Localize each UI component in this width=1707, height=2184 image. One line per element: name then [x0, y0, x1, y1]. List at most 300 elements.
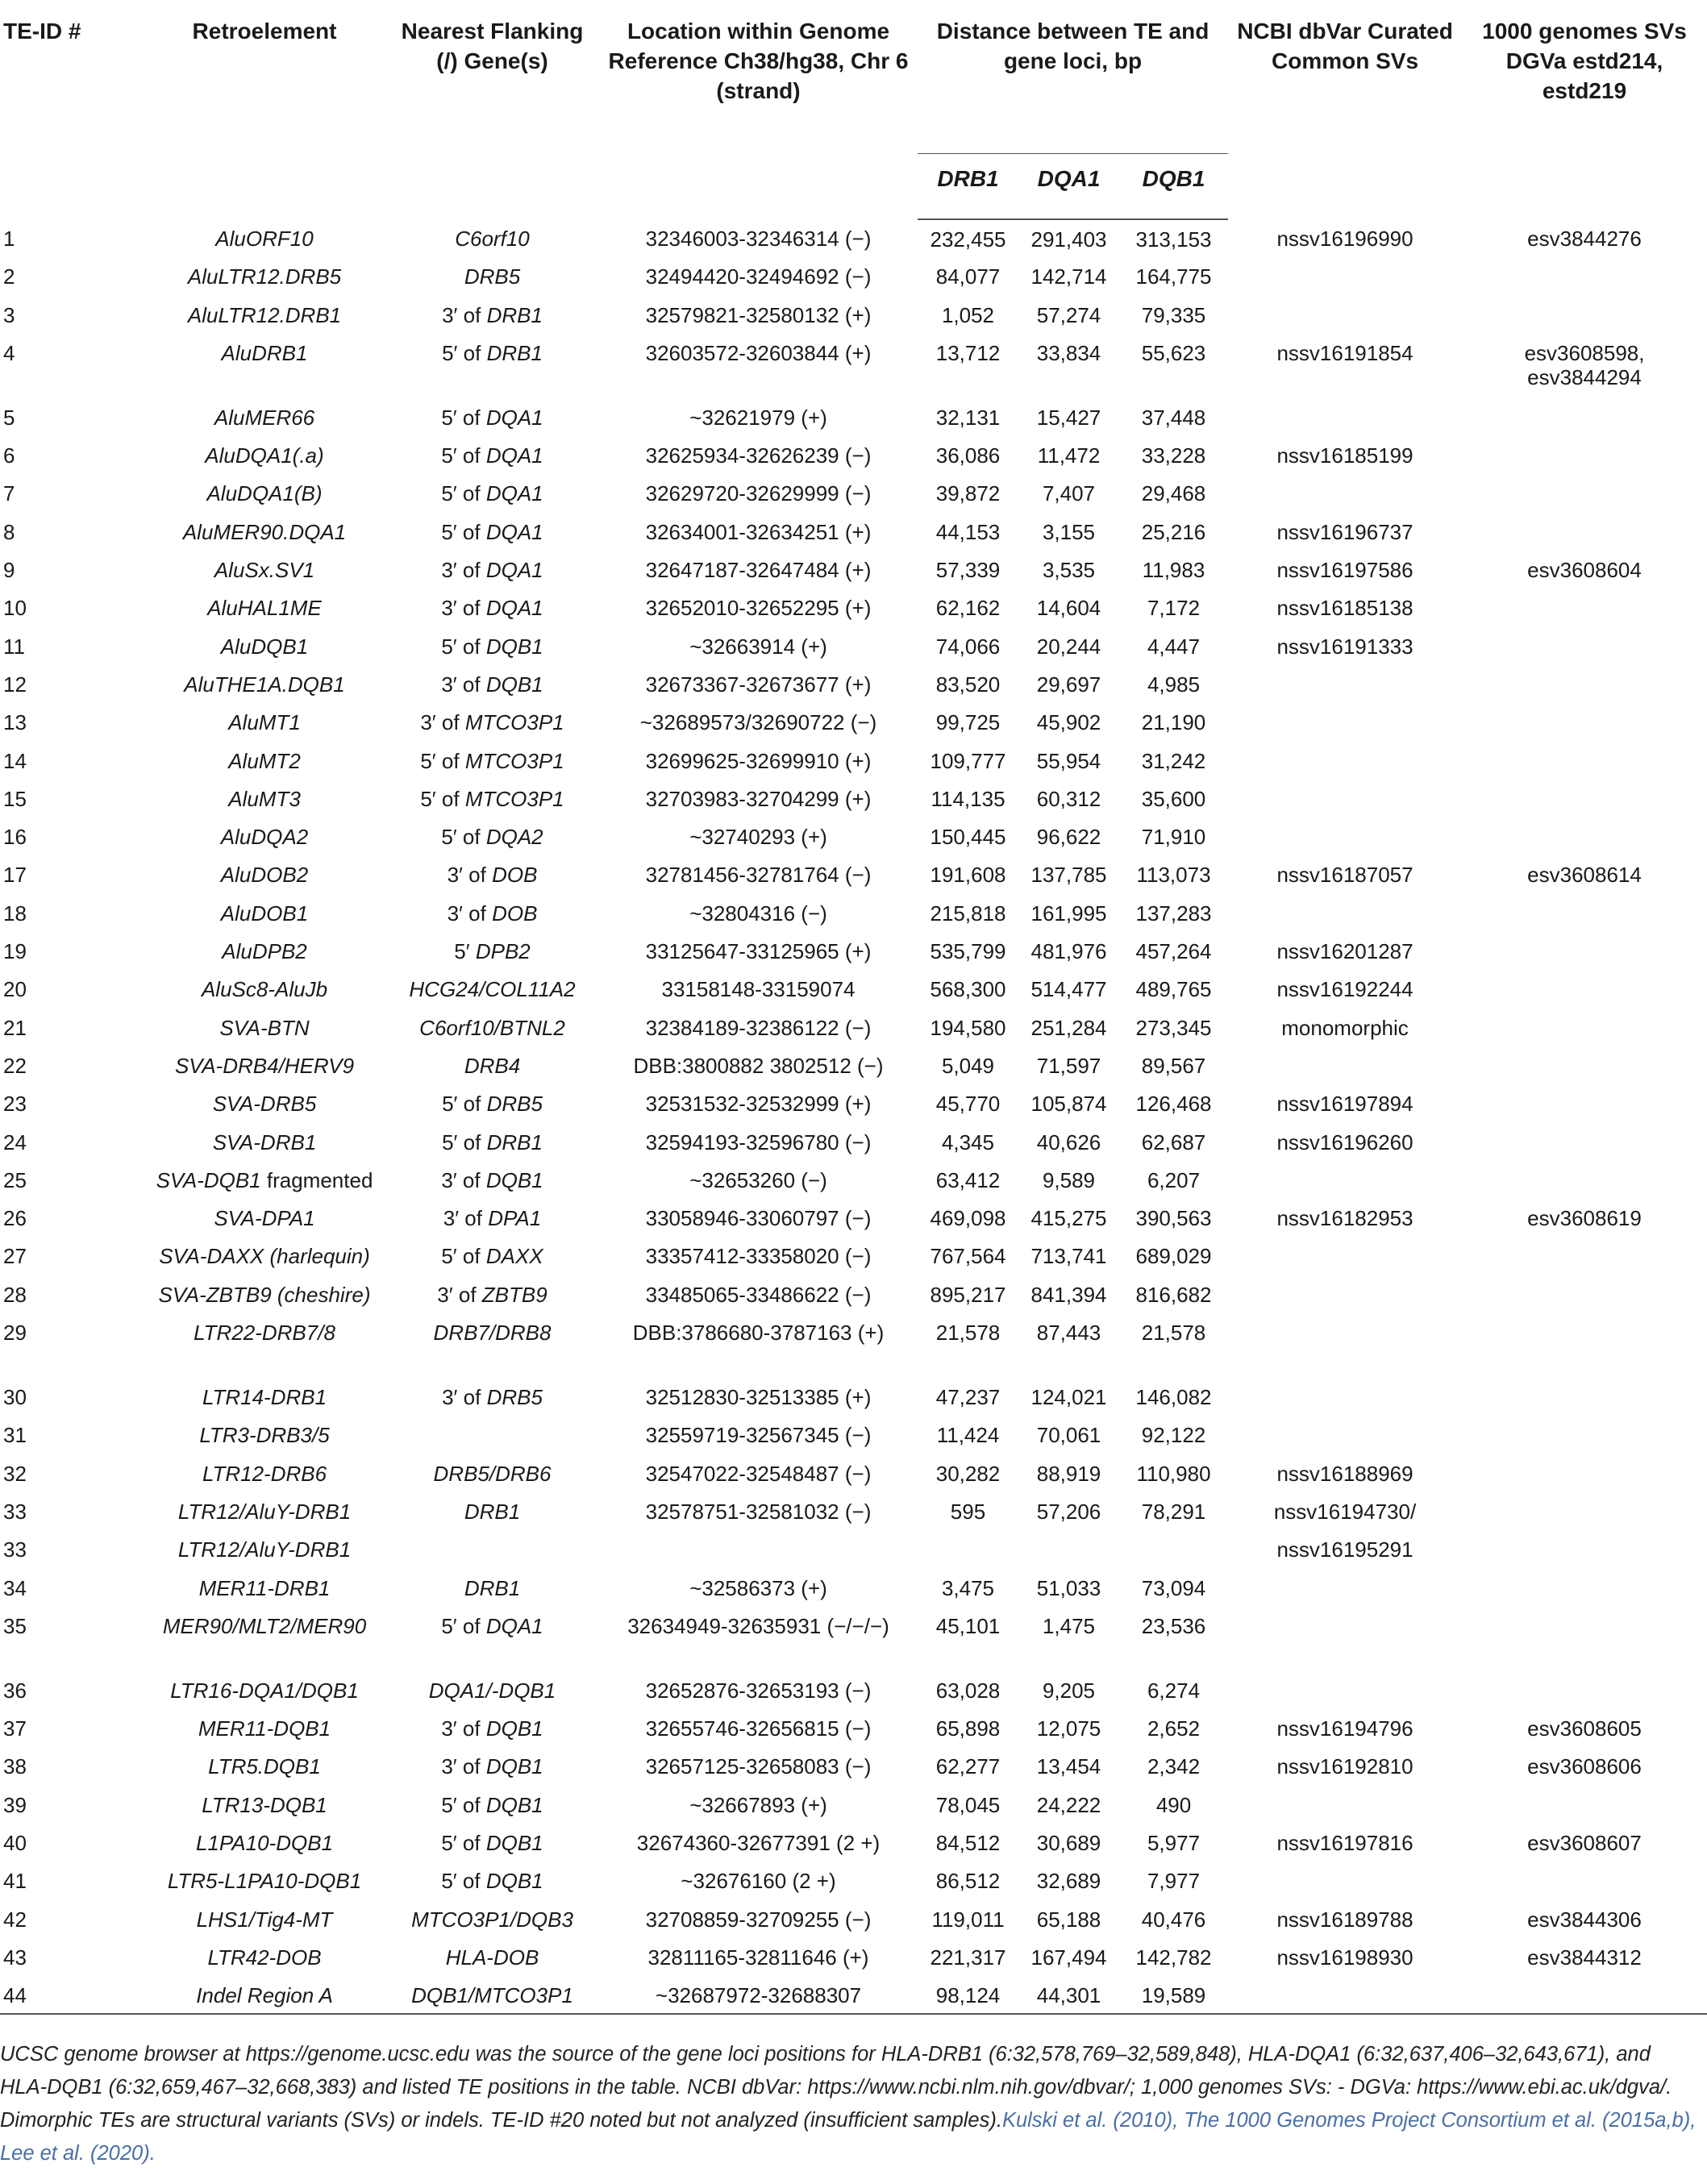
cell-1000-genomes [1462, 1900, 1707, 1938]
cell-distance-dqb1 [1119, 1900, 1228, 1938]
cell-flanking-gene [385, 1046, 599, 1084]
cell-distance-dqb1 [1119, 1607, 1228, 1671]
cell-retroelement-text: SVA-DPA1 [214, 1206, 315, 1231]
cell-1000-genomes [1462, 1607, 1707, 1671]
cell-location [599, 1454, 918, 1492]
cell-distance-dqb1 [1119, 970, 1228, 1008]
footnote-citations: Kulski et al. (2010), The 1000 Genomes Project Consortium et al. (2015a,b), Lee et al. (2020). [0, 2109, 1697, 2165]
cell-retroelement-text: AluLTR12.DRB5 [187, 264, 342, 289]
cell-dbvar [1228, 1454, 1462, 1492]
cell-distance-drb1 [918, 1976, 1018, 2014]
cell-te-id [0, 1569, 144, 1607]
header-row [0, 0, 1707, 154]
cell-1000-genomes [1462, 1046, 1707, 1084]
cell-distance-dqb1-text: 457,264 [1135, 939, 1212, 964]
cell-distance-drb1-text: 150,445 [930, 825, 1006, 850]
cell-te-id [0, 1607, 144, 1671]
cell-flanking-gene [385, 334, 599, 398]
cell-dbvar [1228, 1123, 1462, 1161]
cell-distance-dqa1 [1018, 219, 1119, 257]
cell-distance-dqb1-text: 2,652 [1147, 1716, 1201, 1741]
cell-flanking-gene [385, 436, 599, 474]
cell-distance-dqa1-text: 70,061 [1036, 1423, 1101, 1448]
cell-distance-drb1 [918, 1862, 1018, 1899]
cell-distance-dqa1-text: 9,205 [1042, 1678, 1096, 1703]
cell-distance-dqa1-text: 124,021 [1030, 1385, 1107, 1410]
cell-location-text: 33058946-33060797 (−) [645, 1206, 872, 1231]
cell-location-text: 32634001-32634251 (+) [645, 519, 872, 544]
cell-retroelement-text: AluDPB2 [222, 939, 307, 964]
cell-distance-drb1 [918, 474, 1018, 512]
cell-location-text: 32594193-32596780 (−) [645, 1129, 872, 1154]
cell-retroelement [144, 1454, 385, 1492]
cell-1000-genomes [1462, 932, 1707, 970]
cell-dbvar-text: nssv16196260 [1276, 1129, 1413, 1154]
cell-distance-dqa1 [1018, 1161, 1119, 1199]
cell-flanking-prefix: 3′ of [441, 1167, 481, 1192]
cell-retroelement [144, 334, 385, 398]
cell-retroelement-text: LTR22-DRB7/8 [194, 1321, 335, 1346]
cell-retroelement [144, 1671, 385, 1709]
cell-distance-dqb1 [1119, 1313, 1228, 1378]
cell-location-text: ~32621979 (+) [689, 405, 827, 430]
cell-location-text: ~32663914 (+) [689, 634, 827, 659]
cell-te-id-text: 12 [3, 672, 27, 697]
cell-1000-genomes [1462, 551, 1707, 589]
cell-flanking-gene-name: DQA1 [485, 481, 543, 506]
table-row [0, 474, 1707, 512]
cell-distance-drb1 [918, 398, 1018, 436]
table-row [0, 398, 1707, 436]
cell-retroelement-text: AluSc8-AluJb [201, 977, 328, 1002]
cell-distance-drb1 [918, 932, 1018, 970]
cell-distance-dqa1-text: 60,312 [1036, 786, 1101, 811]
cell-flanking-gene [385, 1199, 599, 1237]
cell-distance-dqb1-text: 21,190 [1141, 710, 1206, 735]
cell-te-id [0, 1416, 144, 1454]
cell-distance-dqb1 [1119, 589, 1228, 626]
cell-flanking-prefix: 5′ of [442, 340, 481, 365]
cell-te-id-text: 3 [3, 302, 15, 327]
cell-distance-dqa1-text: 291,403 [1030, 227, 1107, 252]
cell-distance-dqa1 [1018, 589, 1119, 626]
cell-dbvar [1228, 1709, 1462, 1747]
cell-dbvar [1228, 1747, 1462, 1785]
cell-1000-genomes [1462, 513, 1707, 551]
cell-distance-dqb1-text: 273,345 [1135, 1015, 1212, 1040]
cell-dbvar-text: nssv16192810 [1276, 1754, 1413, 1779]
cell-location-text: 32629720-32629999 (−) [645, 481, 872, 506]
cell-retroelement [144, 551, 385, 589]
cell-retroelement [144, 1607, 385, 1671]
cell-1000-genomes [1462, 1009, 1707, 1046]
cell-te-id [0, 742, 144, 780]
cell-distance-drb1-text: 65,898 [935, 1716, 1001, 1741]
cell-flanking-gene-name: MTCO3P1 [464, 748, 564, 773]
cell-flanking-prefix: 5′ of [441, 1830, 481, 1855]
cell-distance-drb1-text: 568,300 [930, 977, 1006, 1002]
cell-distance-drb1-text: 36,086 [935, 443, 1001, 468]
cell-distance-drb1 [918, 1161, 1018, 1199]
cell-distance-dqa1-text: 13,454 [1036, 1754, 1101, 1779]
cell-distance-dqa1-text: 713,741 [1030, 1244, 1107, 1269]
cell-distance-dqa1 [1018, 1084, 1119, 1122]
cell-flanking-gene-name: MTCO3P1 [464, 710, 564, 735]
cell-dbvar [1228, 1569, 1462, 1607]
cell-flanking-prefix: 5′ of [441, 634, 481, 659]
cell-distance-drb1 [918, 1237, 1018, 1275]
cell-te-id-text: 24 [3, 1129, 27, 1154]
cell-distance-dqb1 [1119, 513, 1228, 551]
cell-retroelement [144, 1862, 385, 1899]
cell-dbvar [1228, 1786, 1462, 1824]
cell-distance-dqb1-text: 55,623 [1141, 340, 1206, 365]
cell-dbvar-text: nssv16197894 [1276, 1092, 1413, 1117]
cell-location-text: 32657125-32658083 (−) [645, 1754, 872, 1779]
header-dqa1: DQA1 [1018, 154, 1119, 220]
cell-retroelement [144, 1938, 385, 1976]
cell-distance-dqa1-text: 87,443 [1036, 1321, 1101, 1346]
cell-1000-genomes [1462, 1492, 1707, 1530]
cell-retroelement-text: AluHAL1ME [207, 596, 322, 621]
cell-location [599, 436, 918, 474]
table-row [0, 1938, 1707, 1976]
cell-distance-dqa1 [1018, 1747, 1119, 1785]
cell-te-id-text: 1 [3, 227, 15, 251]
cell-distance-dqb1-text: 25,216 [1141, 519, 1206, 544]
cell-retroelement-text: AluDRB1 [221, 340, 308, 365]
cell-flanking-gene-name: ZBTB9 [481, 1282, 547, 1307]
cell-location-text: 32494420-32494692 (−) [645, 264, 872, 289]
table-row [0, 436, 1707, 474]
cell-location [599, 513, 918, 551]
cell-te-id [0, 1084, 144, 1122]
cell-distance-dqa1 [1018, 334, 1119, 398]
cell-1000-genomes [1462, 398, 1707, 436]
cell-dbvar [1228, 1084, 1462, 1122]
cell-dbvar-text: nssv16188969 [1276, 1461, 1413, 1486]
cell-retroelement [144, 1747, 385, 1785]
cell-te-id [0, 1275, 144, 1313]
cell-distance-dqa1-text: 33,834 [1036, 340, 1101, 365]
cell-te-id [0, 1009, 144, 1046]
cell-distance-dqa1 [1018, 742, 1119, 780]
cell-distance-drb1 [918, 1530, 1018, 1568]
cell-location-text: 32625934-32626239 (−) [645, 443, 872, 468]
header-drb1: DRB1 [918, 154, 1018, 220]
cell-te-id-text: 4 [3, 340, 15, 365]
table-row [0, 1378, 1707, 1416]
cell-distance-dqb1 [1119, 1009, 1228, 1046]
cell-distance-dqb1-text: 73,094 [1141, 1575, 1206, 1600]
cell-distance-dqa1-text: 3,155 [1042, 519, 1096, 544]
cell-retroelement [144, 817, 385, 855]
cell-flanking-gene [385, 1009, 599, 1046]
cell-1000-genomes [1462, 1378, 1707, 1416]
cell-dbvar-text: monomorphic [1281, 1015, 1409, 1040]
cell-dbvar [1228, 742, 1462, 780]
cell-te-id-text: 23 [3, 1092, 27, 1117]
cell-1000-genomes [1462, 1313, 1707, 1378]
table-row [0, 742, 1707, 780]
cell-distance-drb1 [918, 334, 1018, 398]
cell-distance-drb1-text: 109,777 [930, 748, 1006, 773]
cell-dbvar [1228, 665, 1462, 703]
cell-location-text: 32647187-32647484 (+) [645, 558, 872, 583]
cell-distance-dqa1 [1018, 970, 1119, 1008]
cell-distance-dqb1 [1119, 1084, 1228, 1122]
cell-flanking-gene-name: DQA1 [485, 443, 543, 468]
cell-flanking-prefix: 5′ of [441, 1244, 481, 1269]
cell-distance-dqa1 [1018, 780, 1119, 817]
table-row [0, 1199, 1707, 1237]
cell-flanking-gene [385, 1275, 599, 1313]
cell-dbvar [1228, 1862, 1462, 1899]
cell-distance-dqa1 [1018, 1607, 1119, 1671]
cell-distance-drb1 [918, 589, 1018, 626]
cell-flanking-prefix: 5′ [454, 939, 470, 964]
cell-retroelement [144, 513, 385, 551]
cell-distance-dqa1 [1018, 855, 1119, 893]
cell-flanking-prefix: 3′ of [441, 558, 481, 583]
cell-retroelement [144, 1530, 385, 1568]
cell-flanking-gene-name: DQB1/MTCO3P1 [411, 1983, 573, 2008]
cell-dbvar [1228, 334, 1462, 398]
cell-dbvar [1228, 1416, 1462, 1454]
cell-distance-dqb1 [1119, 1237, 1228, 1275]
cell-distance-dqa1-text: 137,785 [1030, 863, 1107, 888]
cell-flanking-gene [385, 513, 599, 551]
cell-distance-dqa1 [1018, 1530, 1119, 1568]
cell-retroelement [144, 589, 385, 626]
cell-retroelement-text: SVA-DRB5 [212, 1092, 317, 1117]
cell-distance-dqa1 [1018, 1786, 1119, 1824]
cell-distance-dqb1-text: 78,291 [1141, 1499, 1206, 1524]
cell-flanking-prefix: 3′ of [443, 1206, 482, 1231]
table-row [0, 1009, 1707, 1046]
cell-1000-genomes-text: esv3608606 [1527, 1754, 1642, 1779]
cell-distance-dqb1 [1119, 1046, 1228, 1084]
cell-distance-dqb1-text: 490 [1155, 1792, 1192, 1817]
cell-dbvar [1228, 1824, 1462, 1862]
cell-te-id-text: 33 [3, 1537, 27, 1562]
cell-distance-drb1-text: 595 [950, 1499, 986, 1524]
cell-retroelement-note: fragmented [260, 1167, 373, 1192]
cell-distance-drb1 [918, 742, 1018, 780]
cell-flanking-gene [385, 257, 599, 295]
cell-1000-genomes [1462, 1454, 1707, 1492]
cell-te-id-text: 29 [3, 1321, 27, 1346]
table-row [0, 1084, 1707, 1122]
cell-flanking-gene [385, 780, 599, 817]
cell-flanking-gene [385, 894, 599, 932]
cell-1000-genomes [1462, 589, 1707, 626]
cell-location [599, 1569, 918, 1607]
cell-location [599, 1607, 918, 1671]
cell-dbvar [1228, 551, 1462, 589]
cell-flanking-gene [385, 1237, 599, 1275]
cell-distance-dqb1-text: 390,563 [1135, 1206, 1212, 1231]
table-row [0, 1123, 1707, 1161]
cell-dbvar [1228, 1009, 1462, 1046]
cell-dbvar [1228, 1313, 1462, 1378]
cell-distance-drb1 [918, 219, 1018, 257]
cell-dbvar-text: nssv16189788 [1276, 1907, 1413, 1932]
cell-retroelement [144, 855, 385, 893]
cell-flanking-gene [385, 855, 599, 893]
cell-flanking-prefix: 3′ of [442, 1385, 481, 1410]
cell-distance-drb1-text: 114,135 [931, 786, 1005, 811]
cell-location-text: 32578751-32581032 (−) [645, 1499, 872, 1524]
cell-location-text: 32699625-32699910 (+) [645, 748, 872, 773]
cell-flanking-gene-name: DRB5 [464, 264, 521, 289]
cell-distance-dqb1 [1119, 1709, 1228, 1747]
cell-retroelement [144, 1900, 385, 1938]
cell-location-text: ~32687972-32688307 [655, 1983, 862, 2008]
cell-te-id-text: 16 [3, 825, 27, 850]
cell-retroelement [144, 474, 385, 512]
cell-distance-drb1-text: 45,770 [935, 1092, 1001, 1117]
cell-location-text: 33158148-33159074 [661, 977, 856, 1002]
cell-distance-dqa1-text: 841,394 [1030, 1282, 1107, 1307]
cell-retroelement-text: LTR5-L1PA10-DQB1 [167, 1869, 362, 1894]
cell-flanking-gene-name: DQB1 [485, 1754, 543, 1779]
cell-dbvar [1228, 817, 1462, 855]
cell-flanking-gene [385, 1313, 599, 1378]
footnote-text: UCSC genome browser at https://genome.ucsc.edu was the source of the gene loci positions for HLA-DRB1 (6:32,578,769–32,589,848), HLA-DQA1 (6:32,637,406–32,643,671), and HLA-DQB1 (6:32,659,467–32,668,383) and listed TE positions in the table. NCBI dbVar: https://www.ncbi.nlm.nih.gov/dbvar/; 1,000 genomes SVs: - DGVa: https://www.ebi.ac.uk/dgva/. Dimorphic TEs are structural variants (SVs) or indels. TE-ID #20 noted but not analyzed (insufficient samples). [0, 2043, 1672, 2132]
cell-retroelement [144, 1492, 385, 1530]
cell-1000-genomes [1462, 894, 1707, 932]
cell-1000-genomes-text: esv3608598, esv3844294 [1524, 340, 1645, 389]
cell-distance-dqb1-text: 62,687 [1141, 1129, 1206, 1154]
cell-distance-dqb1-text: 35,600 [1141, 786, 1206, 811]
cell-retroelement-text: Indel Region A [196, 1983, 333, 2008]
cell-distance-drb1-text: 895,217 [930, 1282, 1006, 1307]
cell-flanking-gene [385, 551, 599, 589]
cell-distance-drb1-text: 5,049 [941, 1053, 995, 1078]
cell-dbvar [1228, 398, 1462, 436]
cell-flanking-gene-name: DRB1 [486, 302, 543, 327]
cell-te-id-text: 15 [3, 786, 27, 811]
table-row [0, 1976, 1707, 2014]
cell-dbvar [1228, 474, 1462, 512]
table-row [0, 1824, 1707, 1862]
cell-flanking-prefix: 3′ of [441, 1716, 481, 1741]
cell-retroelement [144, 1313, 385, 1378]
cell-te-id-text: 17 [3, 863, 27, 888]
table-row [0, 932, 1707, 970]
cell-location-text: 32634949-32635931 (−/−/−) [627, 1613, 889, 1638]
cell-retroelement-text: LTR12-DRB6 [202, 1461, 327, 1486]
cell-flanking-gene-name: DQA1 [485, 519, 543, 544]
cell-distance-dqb1-text: 4,447 [1147, 634, 1201, 659]
cell-flanking-gene-name: DRB1 [486, 1129, 543, 1154]
cell-1000-genomes [1462, 970, 1707, 1008]
cell-retroelement [144, 257, 385, 295]
cell-distance-drb1 [918, 1275, 1018, 1313]
cell-distance-dqb1-text: 31,242 [1141, 748, 1206, 773]
table-row [0, 1900, 1707, 1938]
cell-distance-dqa1-text: 30,689 [1036, 1830, 1101, 1855]
cell-distance-dqb1-text: 19,589 [1141, 1983, 1206, 2008]
cell-retroelement [144, 1161, 385, 1199]
cell-retroelement [144, 1569, 385, 1607]
cell-flanking-gene [385, 1416, 599, 1454]
cell-flanking-gene [385, 1084, 599, 1122]
cell-distance-dqa1 [1018, 1046, 1119, 1084]
cell-te-id-text: 20 [3, 977, 27, 1002]
cell-flanking-prefix: 5′ of [441, 405, 481, 430]
cell-distance-dqb1 [1119, 1492, 1228, 1530]
cell-distance-dqb1 [1119, 398, 1228, 436]
cell-flanking-gene-name: DRB1 [464, 1575, 521, 1600]
cell-1000-genomes [1462, 1161, 1707, 1199]
cell-flanking-gene [385, 398, 599, 436]
cell-flanking-prefix: 5′ of [441, 481, 481, 506]
cell-distance-dqa1-text: 9,589 [1042, 1167, 1096, 1192]
cell-distance-dqb1-text: 92,122 [1141, 1423, 1206, 1448]
cell-retroelement [144, 780, 385, 817]
cell-flanking-prefix: 5′ of [420, 748, 460, 773]
cell-te-id-text: 43 [3, 1945, 27, 1970]
cell-1000-genomes [1462, 742, 1707, 780]
cell-distance-dqb1-text: 29,468 [1141, 481, 1206, 506]
cell-1000-genomes-text: esv3844276 [1527, 227, 1642, 251]
cell-distance-dqb1 [1119, 1747, 1228, 1785]
cell-retroelement-text: AluMER66 [214, 405, 315, 430]
cell-1000-genomes [1462, 1786, 1707, 1824]
cell-location [599, 1378, 918, 1416]
cell-dbvar [1228, 894, 1462, 932]
cell-retroelement-text: SVA-BTN [219, 1015, 310, 1040]
cell-dbvar-text: nssv16194796 [1276, 1716, 1413, 1741]
cell-distance-drb1-text: 119,011 [931, 1907, 1005, 1932]
cell-distance-dqb1 [1119, 1378, 1228, 1416]
cell-flanking-gene-name: DRB5/DRB6 [433, 1461, 552, 1486]
cell-distance-drb1 [918, 855, 1018, 893]
table-row [0, 1569, 1707, 1607]
cell-distance-drb1-text: 99,725 [935, 710, 1001, 735]
cell-distance-dqb1 [1119, 474, 1228, 512]
cell-distance-drb1-text: 32,131 [935, 405, 1001, 430]
cell-flanking-prefix: 3′ of [441, 672, 481, 697]
cell-distance-drb1-text: 83,520 [935, 672, 1001, 697]
cell-te-id-text: 22 [3, 1053, 27, 1078]
cell-distance-drb1 [918, 1378, 1018, 1416]
cell-distance-dqb1 [1119, 551, 1228, 589]
cell-distance-drb1-text: 98,124 [935, 1983, 1001, 2008]
cell-distance-drb1-text: 30,282 [935, 1461, 1001, 1486]
cell-dbvar [1228, 1607, 1462, 1671]
table-row [0, 970, 1707, 1008]
cell-retroelement-text: SVA-DQB1 [156, 1167, 261, 1192]
cell-dbvar [1228, 1900, 1462, 1938]
cell-location-text: DBB:3800882 3802512 (−) [633, 1053, 884, 1078]
cell-distance-dqb1-text: 113,073 [1136, 863, 1211, 888]
cell-location [599, 1084, 918, 1122]
cell-distance-dqb1-text: 71,910 [1141, 825, 1206, 850]
cell-distance-dqa1 [1018, 932, 1119, 970]
cell-dbvar [1228, 1492, 1462, 1530]
cell-te-id [0, 855, 144, 893]
cell-1000-genomes-text: esv3844312 [1527, 1945, 1642, 1970]
cell-distance-drb1-text: 74,066 [935, 634, 1001, 659]
cell-distance-dqa1 [1018, 1938, 1119, 1976]
cell-dbvar-text: nssv16187057 [1276, 863, 1413, 888]
cell-te-id [0, 1378, 144, 1416]
cell-distance-dqa1-text: 481,976 [1030, 939, 1107, 964]
cell-te-id [0, 932, 144, 970]
